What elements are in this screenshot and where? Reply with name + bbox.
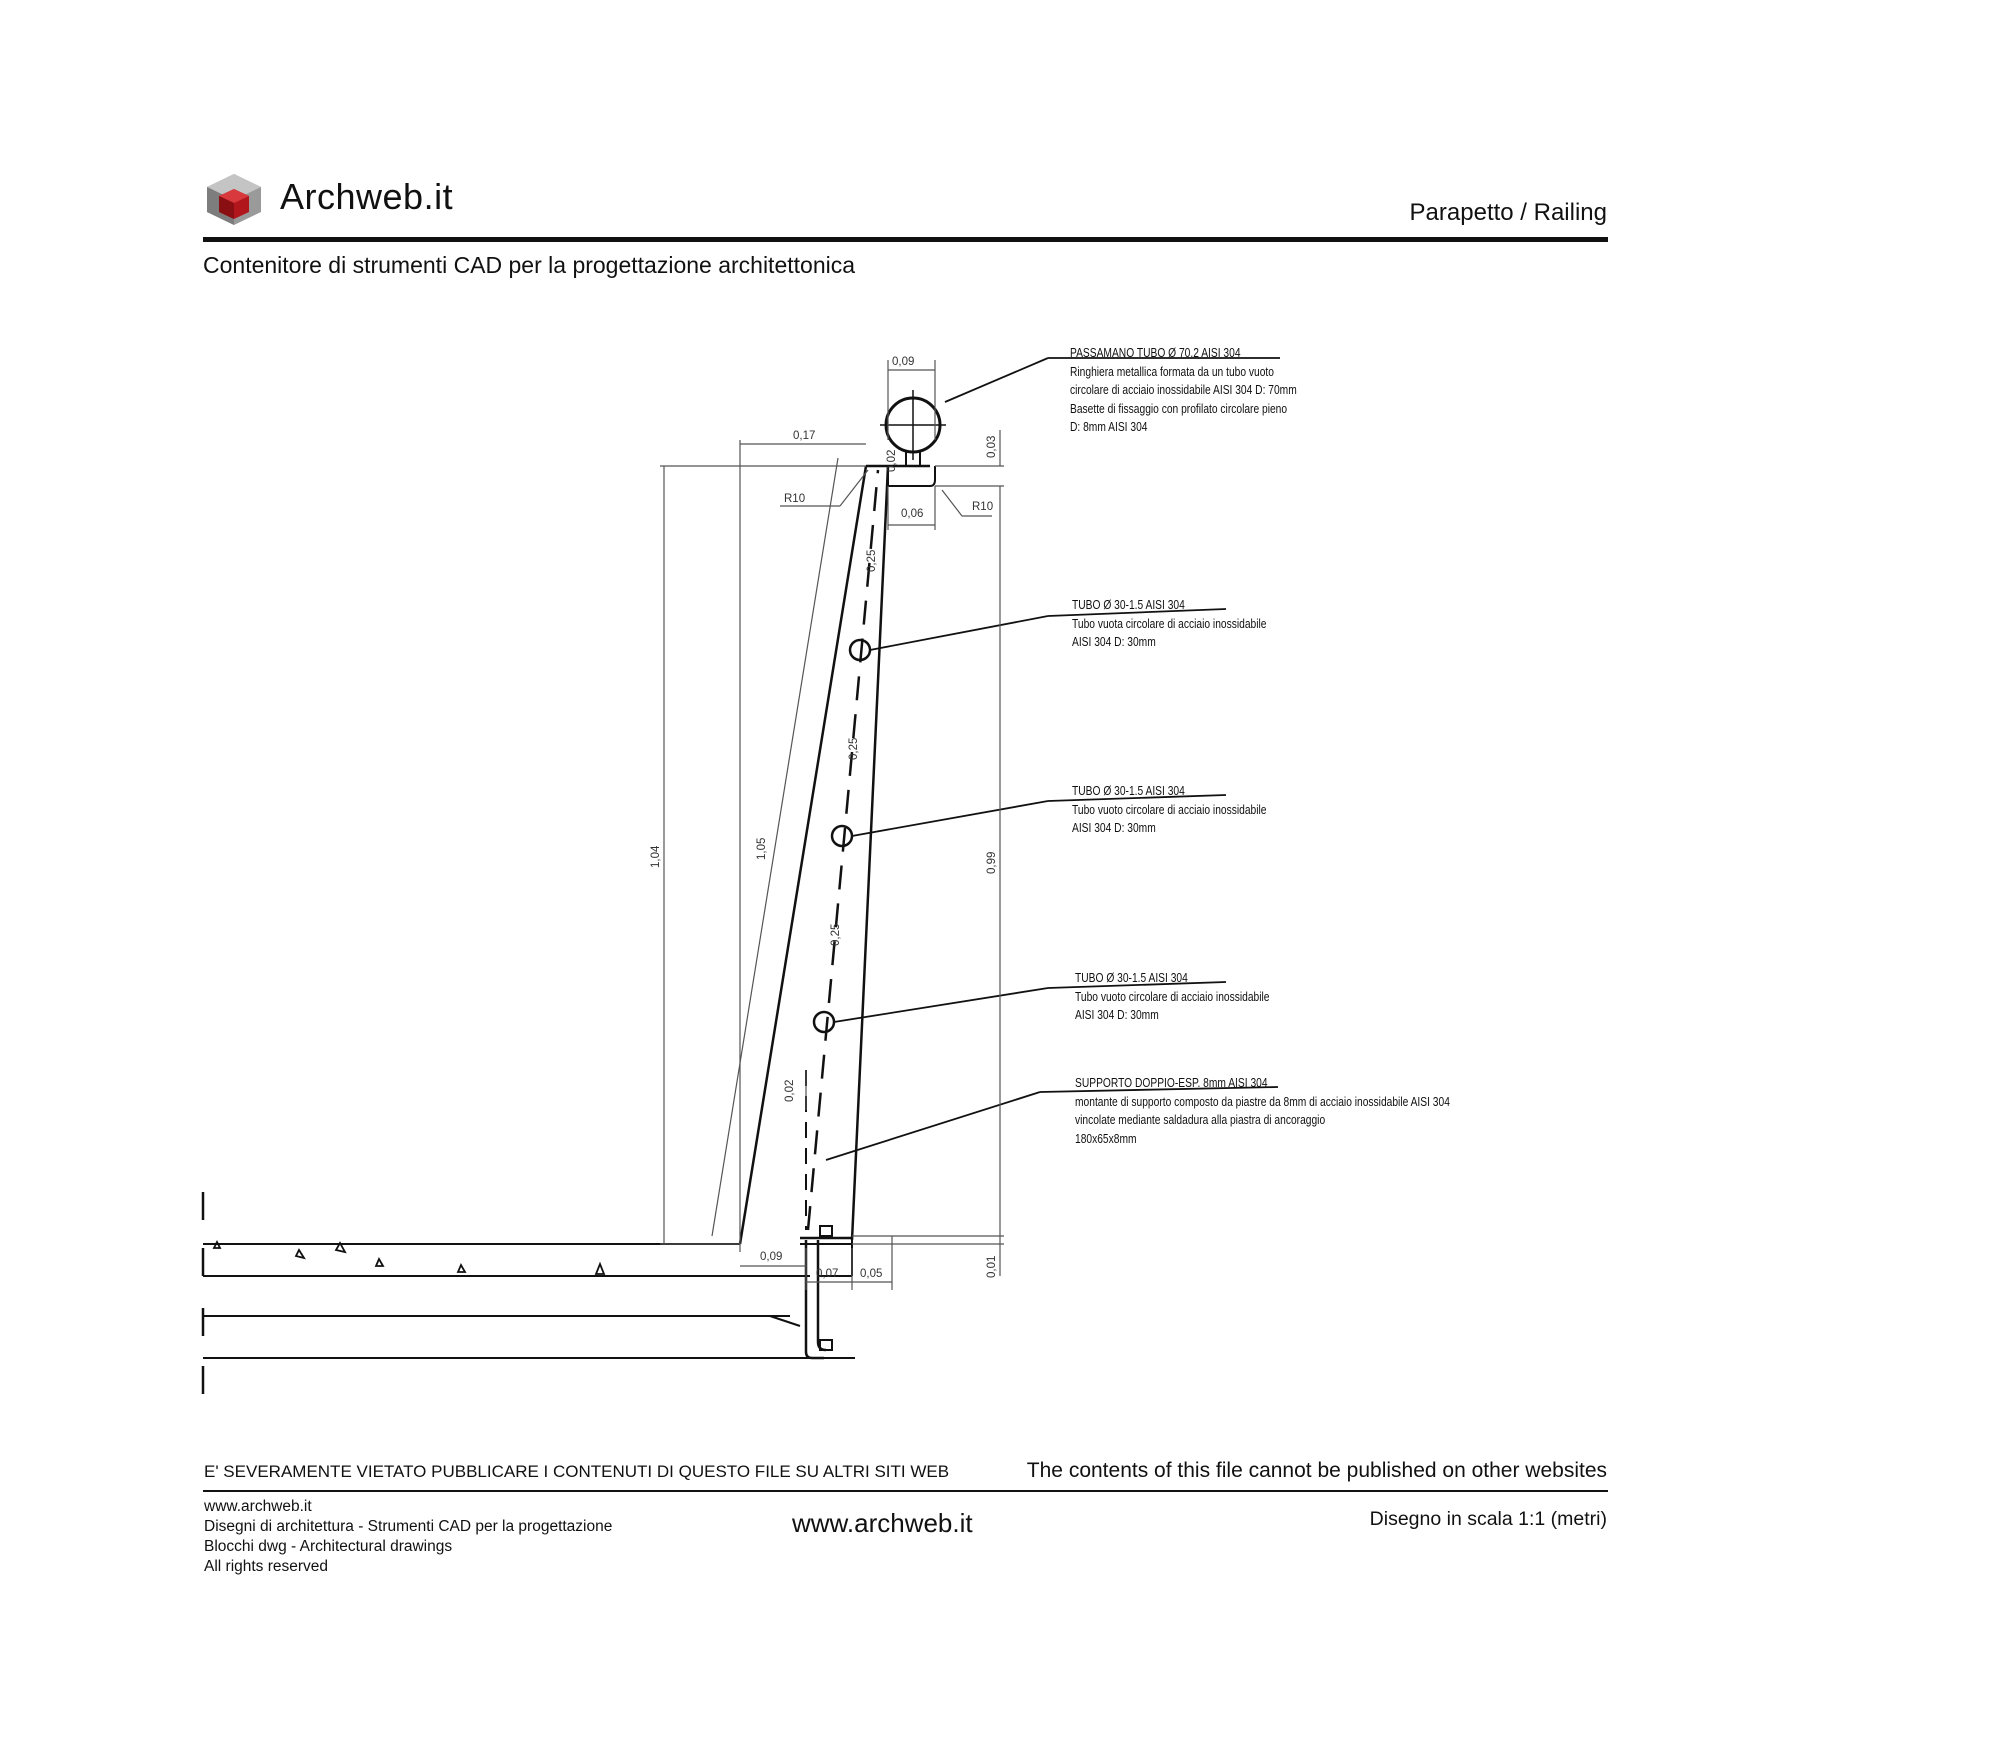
dim-top-width: 0,09 xyxy=(892,356,915,368)
footer-credit-line: Disegni di architettura - Strumenti CAD per la progettazione xyxy=(204,1518,613,1535)
footer-credit-line: Blocchi dwg - Architectural drawings xyxy=(204,1538,453,1555)
dim-spacing-3: 0,25 xyxy=(830,923,842,946)
dim-base-a: 0,07 xyxy=(816,1268,839,1280)
annotation-line: D: 8mm AISI 304 xyxy=(1070,420,1148,434)
footer-credits xyxy=(204,1497,612,1577)
annotation-line: Ringhiera metallica formata da un tubo vuoto xyxy=(1070,364,1274,379)
drawing-subtitle: Contenitore di strumenti CAD per la progettazione architettonica xyxy=(203,252,856,278)
annotation-line: montante di supporto composto da piastre da 8mm di acciaio inossidabile AISI 304 xyxy=(1075,1094,1450,1109)
annotation-heading: TUBO Ø 30-1.5 AISI 304 xyxy=(1075,971,1188,985)
dim-base-b: 0,05 xyxy=(860,1268,883,1280)
dim-height-right: 0,99 xyxy=(986,851,998,874)
dim-top-offset: 0,17 xyxy=(793,430,816,442)
annotation-line: vincolate mediante saldadura alla piastra di ancoraggio xyxy=(1075,1113,1326,1127)
annotation-line: AISI 304 D: 30mm xyxy=(1072,635,1156,649)
annotation-line: Tubo vuoto circolare di acciaio inossidabile xyxy=(1075,989,1270,1004)
dim-height-total: 1,04 xyxy=(650,845,662,868)
annotation-support xyxy=(1075,1074,1450,1148)
dim-base-height: 0,01 xyxy=(986,1255,998,1278)
annotation-heading: PASSAMANO TUBO Ø 70.2 AISI 304 xyxy=(1070,346,1241,360)
annotation-tube-1 xyxy=(1072,596,1266,652)
dim-spacing-1: 0,25 xyxy=(866,549,878,572)
annotation-heading: TUBO Ø 30-1.5 AISI 304 xyxy=(1072,598,1185,612)
footer-url: www.archweb.it xyxy=(792,1508,973,1538)
annotation-tube-2 xyxy=(1072,782,1266,838)
warning-italian: E' SEVERAMENTE VIETATO PUBBLICARE I CONTENUTI DI QUESTO FILE SU ALTRI SITI WEB xyxy=(204,1462,950,1481)
annotation-line: Tubo vuoto circolare di acciaio inossidabile xyxy=(1072,802,1267,817)
dim-base-offset: 0,09 xyxy=(760,1251,783,1263)
annotation-line: AISI 304 D: 30mm xyxy=(1075,1008,1159,1022)
footer-rule xyxy=(203,1490,1608,1492)
dim-radius-left: R10 xyxy=(784,493,806,505)
warning-english: The contents of this file cannot be published on other websites xyxy=(1026,1459,1607,1482)
annotation-heading: SUPPORTO DOPPIO-ESP. 8mm AISI 304 xyxy=(1075,1076,1268,1090)
drawing-title: Parapetto / Railing xyxy=(1409,199,1607,226)
annotation-line: circolare di acciaio inossidabile AISI 304 D: 70mm xyxy=(1070,383,1297,397)
annotation-heading: TUBO Ø 30-1.5 AISI 304 xyxy=(1072,784,1185,798)
annotation-line: Basette di fissaggio con profilato circolare pieno xyxy=(1070,401,1288,416)
annotation-handrail xyxy=(1070,344,1297,437)
dim-cap-width: 0,06 xyxy=(901,508,924,520)
footer-credit-line: All rights reserved xyxy=(204,1558,329,1575)
dim-spacing-2: 0,25 xyxy=(848,737,860,760)
dim-radius-right: R10 xyxy=(972,501,994,513)
annotation-line: Tubo vuota circolare di acciaio inossidabile xyxy=(1072,616,1267,631)
dim-bottom-gap: 0,02 xyxy=(784,1079,796,1102)
dim-top-height: 0,03 xyxy=(986,435,998,458)
footer-credit-line: www.archweb.it xyxy=(204,1498,312,1515)
logo-text: Archweb.it xyxy=(280,176,454,217)
dim-height-slanted: 1,05 xyxy=(756,837,768,860)
annotation-line: AISI 304 D: 30mm xyxy=(1072,821,1156,835)
drawing-scale: Disegno in scala 1:1 (metri) xyxy=(1369,1508,1607,1530)
annotation-tube-3 xyxy=(1075,969,1269,1025)
annotation-line: 180x65x8mm xyxy=(1075,1131,1137,1146)
dim-top-gap: 0,02 xyxy=(886,449,898,472)
